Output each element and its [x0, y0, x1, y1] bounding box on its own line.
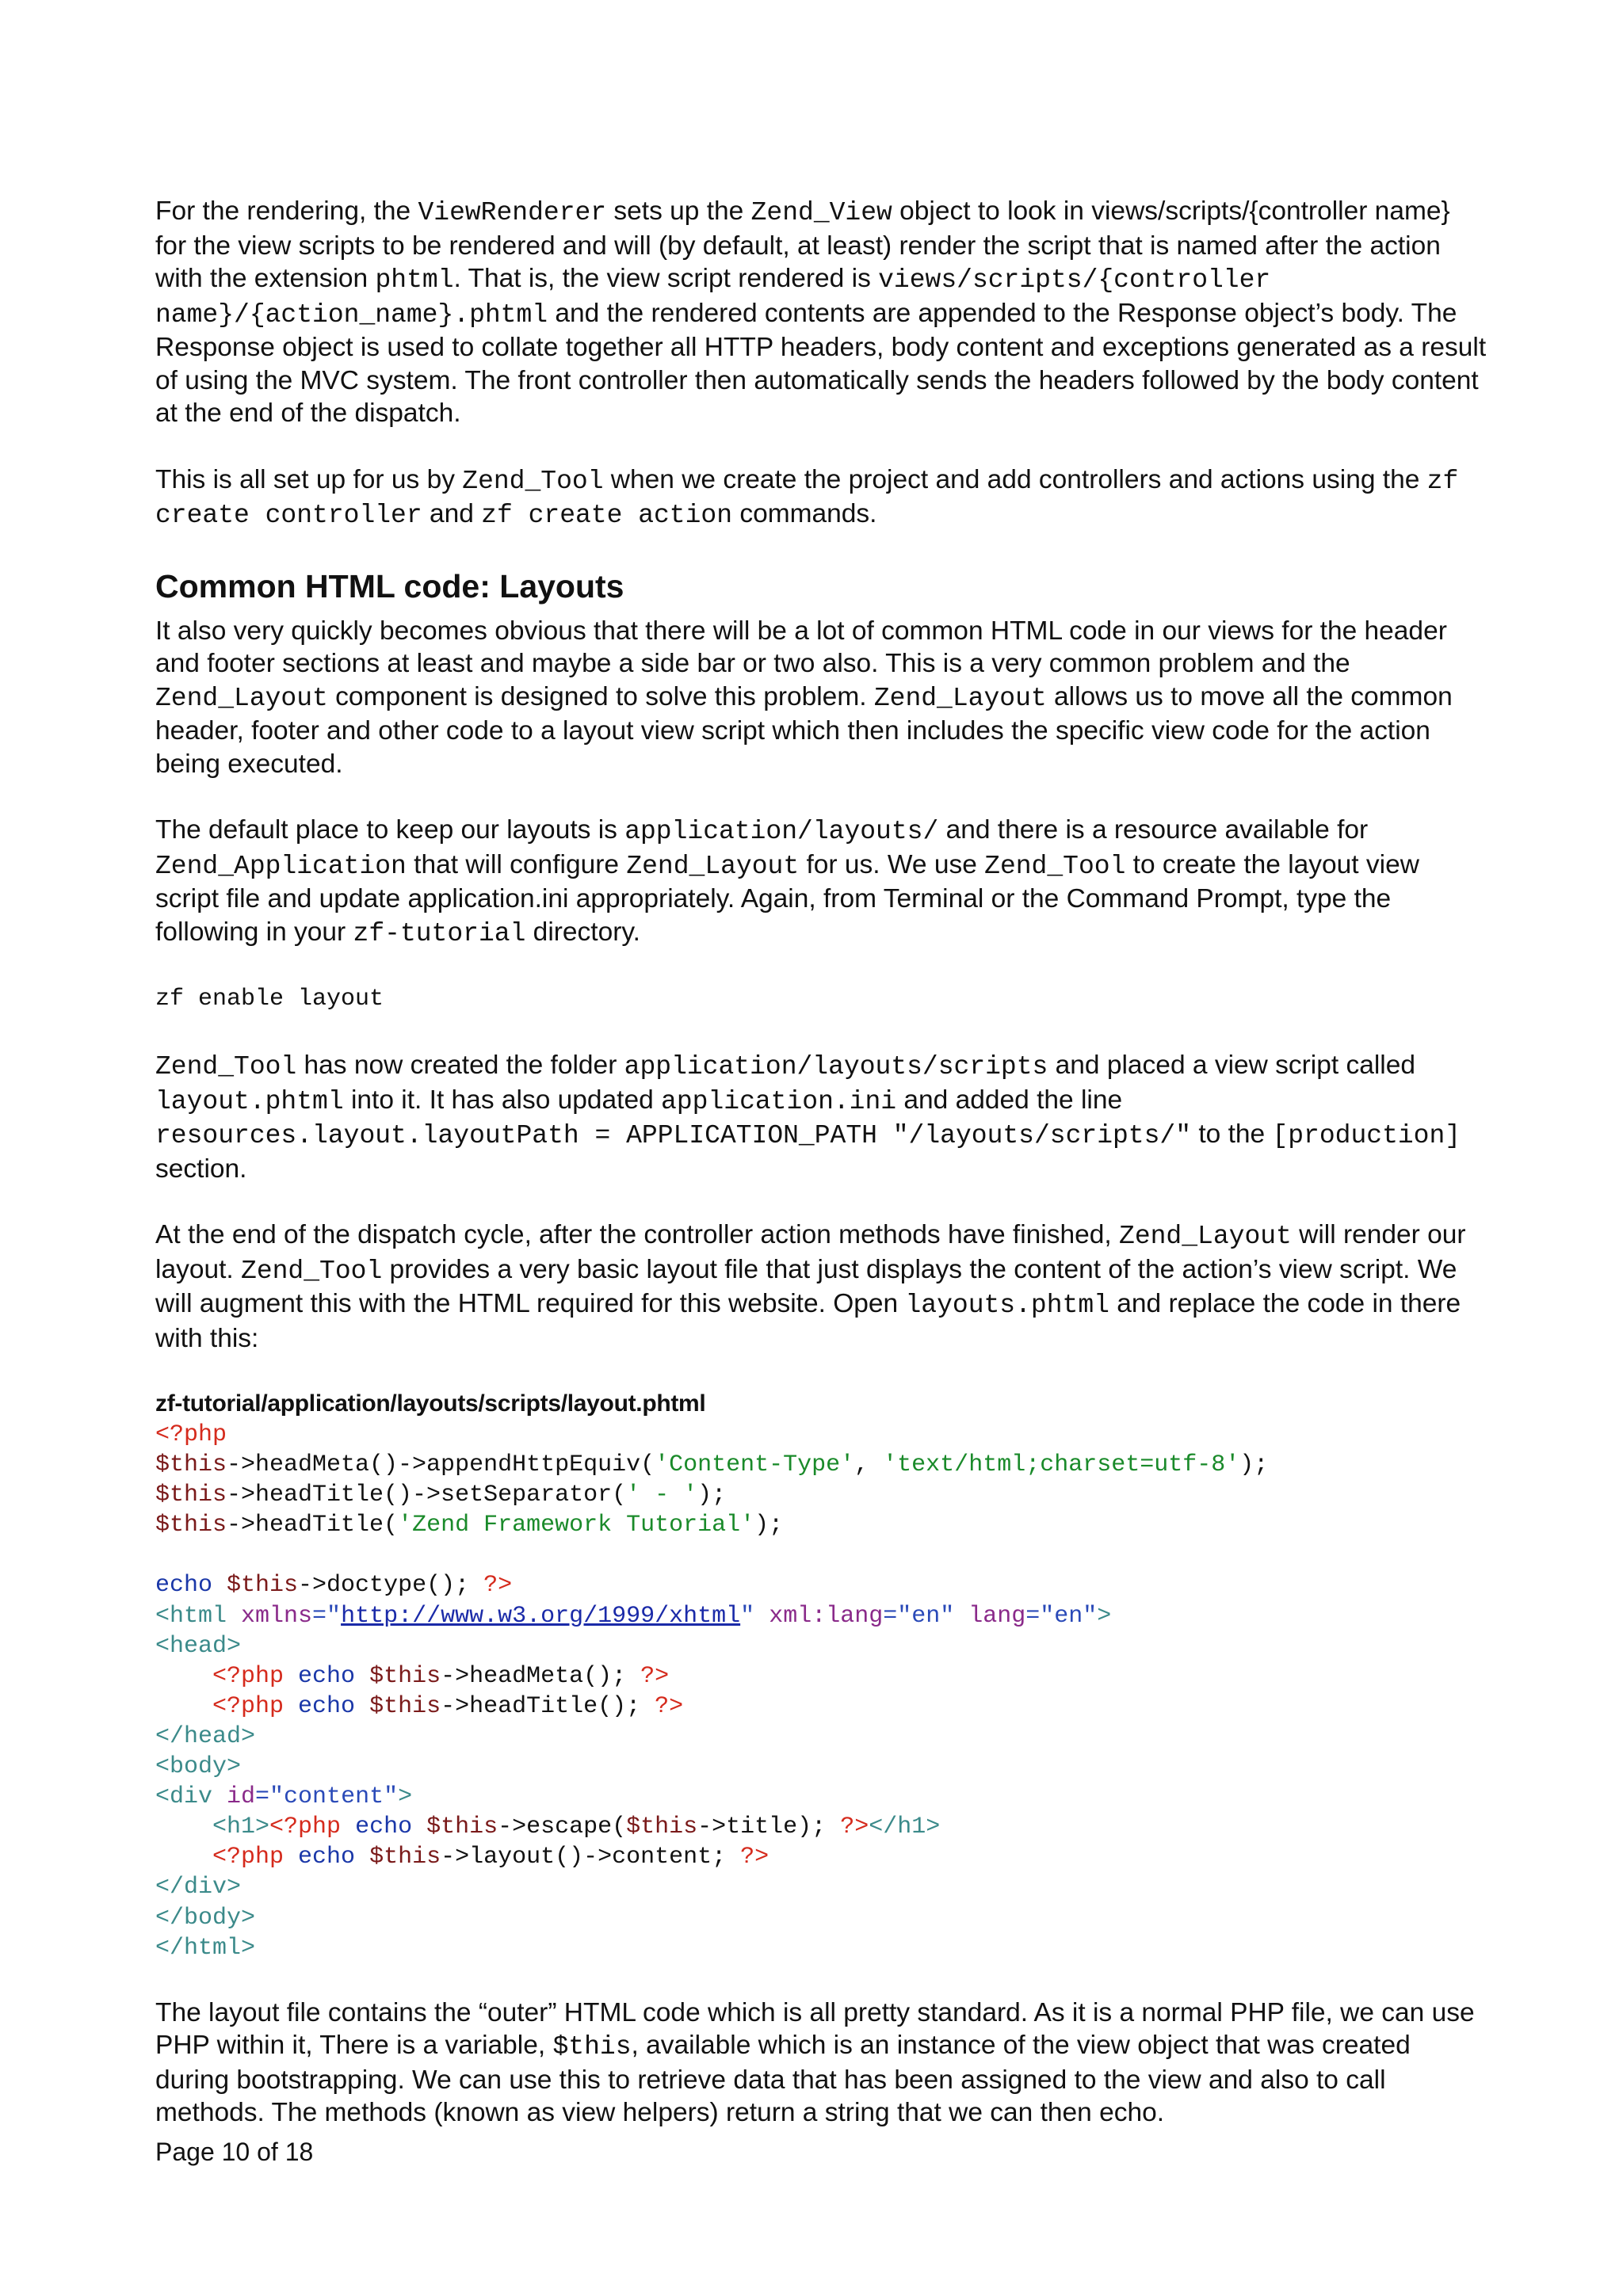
paragraph-zend-tool-setup	[155, 463, 1487, 532]
code-token: ->headMeta()->appendHttpEquiv(	[227, 1451, 655, 1479]
text-run: component is designed to solve this problem.	[327, 681, 874, 711]
code-token: </div>	[155, 1874, 242, 1901]
section-heading-layouts: Common HTML code: Layouts	[155, 567, 624, 605]
code-token	[155, 1663, 212, 1690]
inline-code: Zend_Layout	[873, 683, 1047, 713]
code-token: lang	[968, 1602, 1026, 1630]
code-token	[155, 1844, 212, 1871]
code-line	[155, 1752, 1487, 1782]
code-token: ->headTitle();	[441, 1692, 655, 1720]
code-line	[155, 1631, 1487, 1661]
code-token: $this	[369, 1692, 441, 1720]
inline-code: Zend_Application	[155, 851, 407, 881]
code-token: <?php	[212, 1692, 285, 1720]
inline-code: zf create controller	[155, 466, 1459, 530]
inline-code: Zend_Tool	[984, 851, 1126, 881]
code-token: ?>	[840, 1814, 869, 1841]
code-line	[155, 1691, 1487, 1722]
code-token	[212, 1783, 227, 1810]
text-run: object to look in views/scripts/{controller name} for the view scripts to be rendered and will (by default, at least) render the script that is named after the action with the extension	[155, 196, 1450, 293]
paragraph-layout-file	[155, 1997, 1487, 2130]
code-token: $this	[155, 1451, 227, 1479]
code-token: id	[227, 1783, 256, 1811]
text-run: directory.	[525, 917, 640, 947]
code-token: $this	[369, 1662, 441, 1690]
code-line	[155, 1842, 1487, 1872]
inline-code: application/layouts/scripts	[624, 1052, 1048, 1081]
code-token: ="en"	[883, 1602, 955, 1630]
code-token: xml:lang	[769, 1602, 884, 1630]
inline-code: zf-tutorial	[353, 918, 526, 948]
inline-code: ViewRenderer	[418, 198, 607, 227]
code-token: <html	[155, 1602, 227, 1630]
code-token	[341, 1814, 355, 1840]
code-token: ->escape(	[498, 1814, 627, 1841]
code-token: $this	[369, 1844, 441, 1871]
inline-code: layouts.phtml	[905, 1291, 1109, 1320]
code-token: ->headTitle(	[227, 1512, 399, 1539]
code-token: ?>	[483, 1572, 513, 1600]
paragraph-default-layout-place	[155, 814, 1487, 950]
code-token: >	[1097, 1602, 1112, 1630]
paragraph-zend-tool-created	[155, 1049, 1487, 1185]
inline-code: application/layouts/	[624, 817, 939, 846]
code-token: 'Zend Framework Tutorial'	[398, 1512, 755, 1539]
inline-code: application.ini	[661, 1086, 897, 1116]
inline-code: Zend_Layout	[626, 851, 800, 881]
code-token: <h1>	[212, 1814, 270, 1841]
code-token: xmlns	[241, 1602, 313, 1630]
code-token: ->layout()->content;	[441, 1844, 741, 1871]
text-run: provides a very basic layout file that just displays the content of the action’s view script. We will augment this with the HTML required for this website. Open	[155, 1254, 1457, 1318]
code-token	[155, 1693, 212, 1720]
code-token	[954, 1603, 968, 1630]
code-line	[155, 1872, 1487, 1902]
inline-code: $this	[552, 2032, 632, 2062]
code-token: ->title);	[697, 1814, 841, 1841]
code-line	[155, 1570, 1487, 1600]
code-token: echo	[298, 1662, 356, 1690]
command-line: zf enable layout	[155, 986, 384, 1013]
inline-code: Zend_Tool	[155, 1052, 297, 1081]
inline-code: phtml	[375, 265, 454, 295]
code-token: <?php	[269, 1814, 342, 1841]
code-token	[355, 1663, 369, 1690]
text-run: The layout file contains the “outer” HTML code which is all pretty standard. As it is a normal PHP file, we can use PHP within it, There is a variable,	[155, 1997, 1475, 2061]
code-line	[155, 1722, 1487, 1752]
code-line	[155, 1420, 1487, 1450]
code-token: $this	[626, 1814, 698, 1841]
text-run: and there is a resource available for	[938, 815, 1369, 845]
text-run: commands.	[732, 499, 877, 528]
code-line	[155, 1601, 1487, 1631]
inline-code: Zend_Layout	[1119, 1222, 1292, 1251]
code-token	[412, 1814, 426, 1840]
text-run: This is all set up for us by	[155, 464, 463, 494]
text-run: into it. It has also updated	[343, 1085, 662, 1115]
text-run: sets up the	[606, 196, 751, 226]
code-line	[155, 1782, 1487, 1812]
inline-code: zf create action	[481, 501, 733, 530]
code-token: ' - '	[626, 1482, 698, 1509]
code-token	[212, 1572, 227, 1599]
code-line	[155, 1933, 1487, 1963]
code-token: ="	[312, 1602, 342, 1630]
code-token: >	[398, 1783, 413, 1811]
code-token: ?>	[740, 1844, 769, 1871]
text-run: , available which is an instance of the view object that was created during bootstrapping. We can use this to retrieve data that has been assigned to the view and also to call methods. The methods (known as view helpers) return a string that we can then echo.	[155, 2031, 1411, 2128]
code-token: $this	[155, 1482, 227, 1509]
page-footer: Page 10 of 18	[155, 2138, 314, 2166]
text-run: and replace the code in there with this:	[155, 1289, 1461, 1353]
code-file-label: zf-tutorial/application/layouts/scripts/layout.phtml	[155, 1390, 706, 1417]
inline-code: resources.layout.layoutPath = APPLICATION_PATH "/layouts/scripts/"	[155, 1121, 1192, 1150]
code-line	[155, 1540, 1487, 1570]
code-line	[155, 1450, 1487, 1480]
inline-code: Zend_View	[750, 198, 892, 227]
code-token: echo	[155, 1572, 213, 1600]
code-token	[355, 1693, 369, 1720]
code-token: <body>	[155, 1753, 242, 1781]
code-token	[284, 1844, 298, 1871]
code-token: ->doctype();	[298, 1572, 484, 1600]
code-line	[155, 1661, 1487, 1691]
code-token	[355, 1844, 369, 1871]
code-token: $this	[426, 1814, 498, 1841]
code-token: );	[1239, 1451, 1269, 1479]
text-run: for us. We use	[799, 849, 985, 879]
text-run: has now created the folder	[296, 1051, 624, 1080]
code-token: </head>	[155, 1722, 256, 1750]
code-token: ?>	[640, 1662, 670, 1690]
text-run: and placed a view script called	[1048, 1051, 1416, 1080]
code-token: );	[697, 1482, 727, 1509]
code-token	[155, 1814, 212, 1840]
code-token: </html>	[155, 1934, 256, 1962]
text-run: For the rendering, the	[155, 196, 418, 226]
paragraph-viewrenderer	[155, 195, 1487, 430]
text-run: when we create the project and add controllers and actions using the	[603, 464, 1427, 494]
paragraph-dispatch-cycle	[155, 1219, 1487, 1355]
code-token: echo	[355, 1814, 413, 1841]
code-token: <head>	[155, 1632, 242, 1660]
code-token	[754, 1603, 769, 1630]
code-token: echo	[298, 1844, 356, 1871]
inline-code: Zend_Layout	[155, 683, 328, 713]
code-token: http://www.w3.org/1999/xhtml	[341, 1602, 741, 1630]
text-run: and the rendered contents are appended to the Response object’s body. The Response object is used to collate together all HTTP headers, body content and exceptions generated as a result of using the MVC system. The front controller then automatically sends the headers followed by the body content at the end of the dispatch.	[155, 298, 1487, 428]
code-token: <div	[155, 1783, 213, 1811]
text-run: The default place to keep our layouts is	[155, 815, 625, 845]
code-token: );	[754, 1512, 784, 1539]
inline-code: Zend_Tool	[241, 1256, 383, 1286]
code-token	[284, 1693, 298, 1720]
inline-code: layout.phtml	[155, 1086, 344, 1116]
code-token: echo	[298, 1692, 356, 1720]
code-token: ->headTitle()->setSeparator(	[227, 1482, 627, 1509]
code-token: "	[740, 1602, 755, 1630]
code-token: $this	[227, 1572, 299, 1600]
text-run: . That is, the view script rendered is	[453, 264, 879, 293]
page-content	[155, 195, 1487, 2163]
text-run: to create the layout view script file and update application.ini appropriately. Again, from Terminal or the Command Prompt, type the following in your	[155, 849, 1419, 947]
text-run: section.	[155, 1154, 247, 1184]
code-token	[227, 1603, 241, 1630]
inline-code: Zend_Tool	[462, 466, 604, 496]
text-run: will render our layout.	[155, 1220, 1466, 1284]
inline-code: [production]	[1272, 1121, 1461, 1150]
code-line	[155, 1812, 1487, 1842]
text-run: It also very quickly becomes obvious that there will be a lot of common HTML code in our views for the header and footer sections at least and maybe a side bar or two also. This is a very common problem and the	[155, 616, 1447, 678]
code-token: <?php	[212, 1844, 285, 1871]
code-token: ?>	[655, 1692, 684, 1720]
text-run: allows us to move all the common header, footer and other code to a layout view script which then includes the specific view code for the action being executed.	[155, 681, 1453, 779]
code-line	[155, 1510, 1487, 1540]
code-line	[155, 1480, 1487, 1510]
text-run: and added the line	[896, 1085, 1123, 1115]
code-token: </body>	[155, 1904, 256, 1932]
code-token: </h1>	[869, 1814, 941, 1841]
paragraph-common-html	[155, 615, 1487, 781]
code-token: ="en"	[1025, 1602, 1098, 1630]
code-block	[155, 1420, 1487, 1963]
code-token: <?php	[212, 1662, 285, 1690]
code-token: 'Content-Type'	[655, 1451, 855, 1479]
code-token: ->headMeta();	[441, 1662, 641, 1690]
code-token	[284, 1663, 298, 1690]
text-run: to the	[1191, 1119, 1273, 1149]
inline-code: views/scripts/{controller name}/{action_name}.phtml	[155, 265, 1271, 330]
text-run: that will configure	[406, 849, 627, 879]
code-token: $this	[155, 1512, 227, 1539]
code-token: 'text/html;charset=utf-8'	[883, 1451, 1240, 1479]
code-token: <?php	[155, 1421, 227, 1448]
code-token: ,	[854, 1451, 884, 1479]
code-token: ="content"	[255, 1783, 399, 1811]
code-line	[155, 1903, 1487, 1933]
text-run: and	[422, 499, 482, 528]
text-run: At the end of the dispatch cycle, after the controller action methods have finished,	[155, 1220, 1120, 1249]
